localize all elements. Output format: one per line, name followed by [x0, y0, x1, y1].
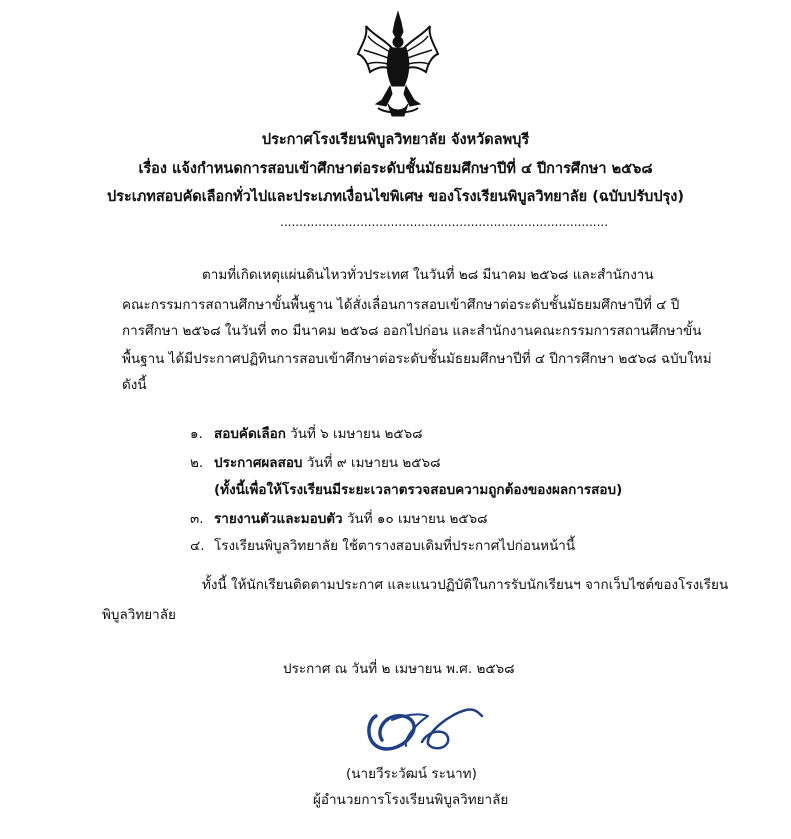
garuda-emblem	[352, 8, 444, 120]
list-item-2	[190, 454, 441, 472]
subject-line: เรื่อง แจ้งกำหนดการสอบเข้าศึกษาต่อระดับชั้นมัธยมศึกษาปีที่ ๔ ปีการศึกษา ๒๕๖๘	[138, 161, 653, 177]
announcement-date: ประกาศ ณ วันที่ ๒ เมษายน พ.ศ. ๒๕๖๘	[283, 661, 515, 677]
list-item-date: วันที่ ๑๐ เมษายน ๒๕๖๘	[342, 511, 488, 527]
paragraph-1-line-4: พื้นฐาน ได้มีประกาศปฏิทินการสอบเข้าศึกษาต่อระดับชั้นมัธยมศึกษาปีที่ ๔ ปีการศึกษา ๒๕๖๘ ฉบับใหม่	[122, 351, 712, 367]
list-item-4	[190, 537, 575, 555]
signer-name: (นายวีระวัฒน์ ระนาท)	[346, 766, 477, 782]
paragraph-2-line-2: พิบูลวิทยาลัย	[102, 607, 176, 623]
list-item-date: วันที่ ๙ เมษายน ๒๕๖๘	[302, 455, 441, 471]
list-item-3	[190, 510, 488, 528]
paragraph-1-line-5: ดังนี้	[122, 377, 147, 393]
signer-position: ผู้อำนวยการโรงเรียนพิบูลวิทยาลัย	[313, 792, 509, 808]
exam-type-line: ประเภทสอบคัดเลือกทั่วไปและประเภทเงื่อนไขพิเศษ ของโรงเรียนพิบูลวิทยาลัย (ฉบับปรับปรุง)	[106, 189, 685, 205]
paragraph-2-line-1: ทั้งนี้ ให้นักเรียนติดตามประกาศ และแนวปฏิบัติในการรับนักเรียนฯ จากเว็บไซต์ของโรงเรียน	[202, 577, 729, 593]
list-item-title: ประกาศผลสอบ	[214, 455, 303, 471]
list-item-number: ๑.	[190, 426, 203, 442]
paragraph-1-line-2: คณะกรรมการสถานศึกษาขั้นพื้นฐาน ได้สั่งเลื่อนการสอบเข้าศึกษาต่อระดับชั้นมัธยมศึกษาปีที่ ๔ ปี	[122, 297, 680, 313]
list-item-number: ๓.	[190, 511, 204, 527]
separator-dots: ......................................................................................	[280, 215, 609, 229]
list-item-2-note	[214, 481, 622, 499]
announcement-heading: ประกาศโรงเรียนพิบูลวิทยาลัย จังหวัดลพบุรี	[261, 132, 530, 148]
list-item-text: โรงเรียนพิบูลวิทยาลัย ใช้ตารางสอบเดิมที่ประกาศไปก่อนหน้านี้	[214, 538, 576, 554]
signature-mark	[362, 702, 492, 758]
paragraph-1-line-3: การศึกษา ๒๕๖๘ ในวันที่ ๓๐ มีนาคม ๒๕๖๘ ออกไปก่อน และสำนักงานคณะกรรมการสถานศึกษาขั้น	[122, 323, 702, 339]
list-item-number: ๒.	[190, 455, 204, 471]
list-item-title: สอบคัดเลือก	[214, 426, 286, 442]
list-item-note: (ทั้งนี้เพื่อให้โรงเรียนมีระยะเวลาตรวจสอบความถูกต้องของผลการสอบ)	[214, 482, 623, 498]
list-item-1	[190, 425, 423, 443]
list-item-number: ๔.	[190, 538, 205, 554]
paragraph-1-line-1: ตามที่เกิดเหตุแผ่นดินไหวทั่วประเทศ ในวันที่ ๒๘ มีนาคม ๒๕๖๘ และสำนักงาน	[202, 267, 654, 283]
list-item-title: รายงานตัวและมอบตัว	[214, 511, 343, 527]
list-item-date: วันที่ ๖ เมษายน ๒๕๖๘	[285, 426, 423, 442]
